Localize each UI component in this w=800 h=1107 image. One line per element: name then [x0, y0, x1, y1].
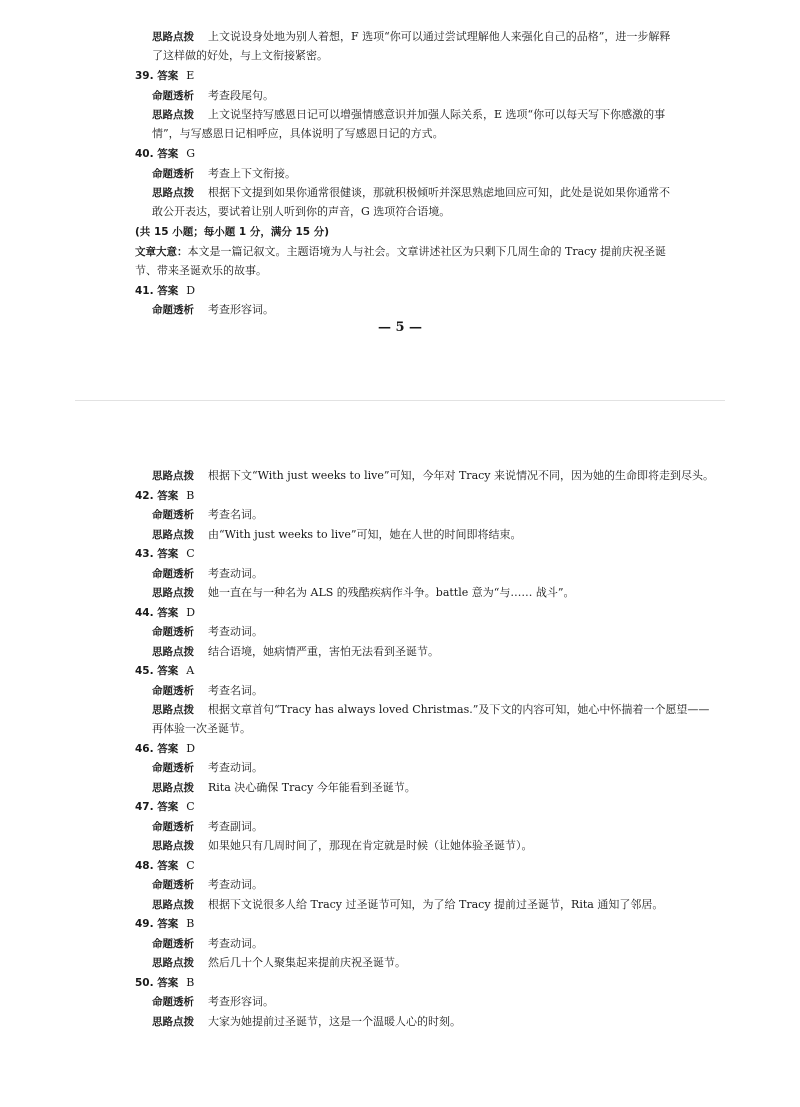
q39-hint-line-1: 思路点拨 上文说坚持写感恩日记可以增强情感意识并加强人际关系，E 选项“你可以每天写下你感激的事 — [152, 108, 666, 121]
summary-line-1: 文章大意：本文是一篇记叙文。主题语境为人与社会。文章讲述社区为只剩下几周生命的 Tracy 提前庆祝圣诞 — [135, 245, 667, 258]
page-number: — 5 — — [377, 320, 423, 335]
q41-hint: 思路点拨 根据下文“With just weeks to live”可知，今年对 Tracy 来说情况不同，因为她的生命即将走到尽头。 — [152, 469, 714, 482]
q39-hint-line-2: 情”，与写感恩日记相呼应，具体说明了写感恩日记的方式。 — [152, 127, 444, 140]
q42-answer: 42. 答案 B — [135, 489, 195, 502]
q43-answer: 43. 答案 C — [135, 547, 195, 560]
q42-analysis: 命题透析 考查名词。 — [152, 508, 263, 521]
q45-analysis: 命题透析 考查名词。 — [152, 684, 263, 697]
q48-hint: 思路点拨 根据下文说很多人给 Tracy 过圣诞节可知，为了给 Tracy 提前过圣诞节，Rita 通知了邻居。 — [152, 898, 664, 911]
q40-hint-line-1: 思路点拨 根据下文提到如果你通常很健谈，那就积极倾听并深思熟虑地回应可知，此处是说如果你通常不 — [152, 186, 670, 199]
q43-hint: 思路点拨 她一直在与一种名为 ALS 的残酷疾病作斗争。battle 意为“与…… 战斗”。 — [152, 586, 575, 599]
q40-answer: 40. 答案 G — [135, 147, 196, 160]
q49-analysis: 命题透析 考查动词。 — [152, 937, 263, 950]
q45-hint-line-1: 思路点拨 根据文章首句“Tracy has always loved Christmas.”及下文的内容可知，她心中怀揣着一个愿望—— — [152, 703, 710, 716]
q38-hint-line-1: 思路点拨 上文说设身处地为别人着想，F 选项“你可以通过尝试理解他人来强化自己的品格”，进一步解释 — [152, 28, 672, 46]
q41-analysis: 命题透析 考查形容词。 — [152, 303, 274, 316]
q49-hint: 思路点拨 然后几十个人聚集起来提前庆祝圣诞节。 — [152, 956, 406, 969]
q44-analysis: 命题透析 考查动词。 — [152, 625, 263, 638]
q50-answer: 50. 答案 B — [135, 976, 195, 989]
q40-hint-line-2: 敢公开表达，要试着让别人听到你的声音，G 选项符合语境。 — [152, 205, 451, 218]
q47-analysis: 命题透析 考查副词。 — [152, 820, 263, 833]
q48-analysis: 命题透析 考查动词。 — [152, 878, 263, 891]
page-5 — [0, 0, 800, 395]
q47-answer: 47. 答案 C — [135, 800, 195, 813]
q39-analysis: 命题透析 考查段尾句。 — [152, 89, 274, 102]
q46-analysis: 命题透析 考查动词。 — [152, 761, 263, 774]
q45-hint-line-2: 再体验一次圣诞节。 — [152, 722, 251, 735]
q40-analysis: 命题透析 考查上下文衔接。 — [152, 167, 296, 180]
summary-line-2: 节、带来圣诞欢乐的故事。 — [135, 264, 267, 277]
q38-hint-line-2: 了这样做的好处，与上文衔接紧密。 — [152, 49, 328, 62]
q48-answer: 48. 答案 C — [135, 859, 195, 872]
q44-answer: 44. 答案 D — [135, 606, 196, 619]
hint-label: 思路点拨 — [152, 31, 194, 43]
q49-answer: 49. 答案 B — [135, 917, 195, 930]
q45-answer: 45. 答案 A — [135, 664, 195, 677]
q43-analysis: 命题透析 考查动词。 — [152, 567, 263, 580]
q46-answer: 46. 答案 D — [135, 742, 196, 755]
q50-hint: 思路点拨 大家为她提前过圣诞节，这是一个温暖人心的时刻。 — [152, 1015, 461, 1028]
q50-analysis: 命题透析 考查形容词。 — [152, 995, 274, 1008]
q42-hint: 思路点拨 由“With just weeks to live”可知，她在人世的时间即将结束。 — [152, 528, 522, 541]
page-6 — [0, 405, 800, 1107]
section-note: (共 15 小题；每小题 1 分，满分 15 分) — [135, 226, 330, 238]
q41-answer: 41. 答案 D — [135, 284, 196, 297]
page-separator — [75, 400, 725, 401]
q47-hint: 思路点拨 如果她只有几周时间了，那现在肯定就是时候（让她体验圣诞节）。 — [152, 839, 533, 852]
q46-hint: 思路点拨 Rita 决心确保 Tracy 今年能看到圣诞节。 — [152, 781, 416, 794]
q44-hint: 思路点拨 结合语境，她病情严重，害怕无法看到圣诞节。 — [152, 645, 439, 658]
q39-answer: 39. 答案 E — [135, 69, 195, 82]
